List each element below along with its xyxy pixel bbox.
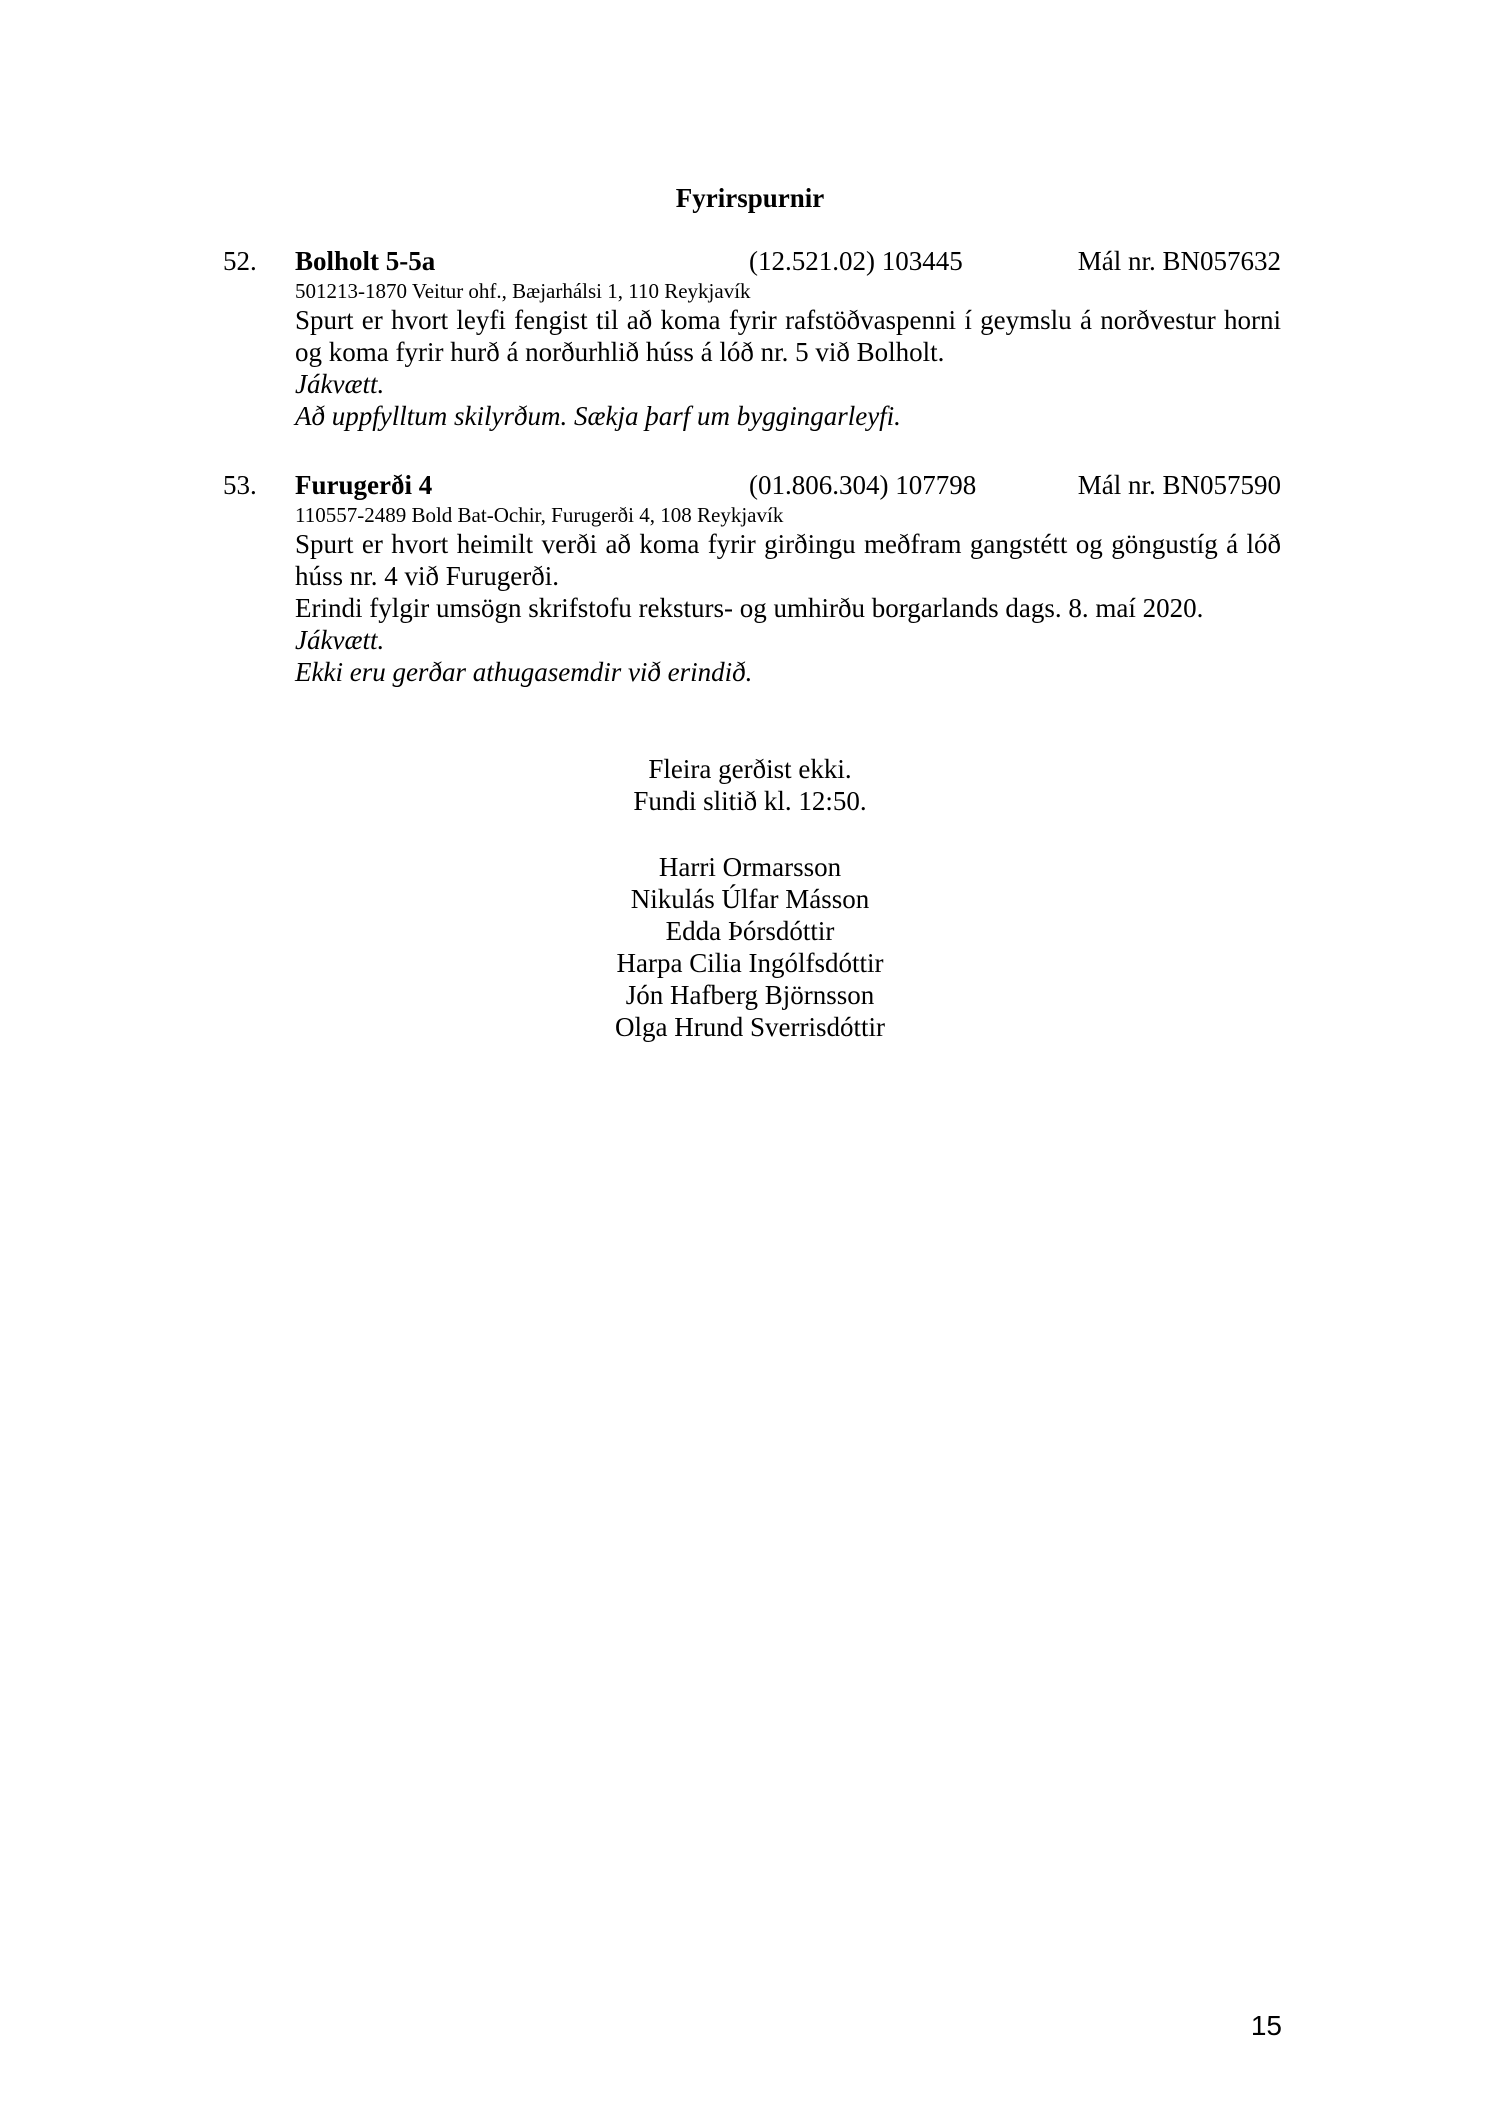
- case-file-number: Mál nr. BN057590: [1077, 470, 1281, 500]
- case-decision: Jákvætt.: [295, 369, 385, 399]
- case-question: Spurt er hvort leyfi fengist til að koma fyrir rafstöðvaspenni í geymslu á norðvestur horni og koma fyrir hurð á norðurhlið húss á lóð nr. 5 við Bolholt.: [295, 305, 1281, 367]
- case-number: 53.: [223, 470, 257, 500]
- case-entry-52: [223, 244, 1281, 432]
- case-question: Spurt er hvort heimilt verði að koma fyrir girðingu meðfram gangstétt og göngustíg á lóð húss nr. 4 við Furugerði.: [295, 529, 1281, 591]
- signatory-name: Harri Ormarsson: [658, 852, 842, 882]
- signatory-name: Harpa Cilia Ingólfsdóttir: [616, 948, 884, 978]
- closing-line: Fundi slitið kl. 12:50.: [633, 786, 867, 816]
- case-entry-53: [223, 468, 1281, 688]
- case-body: [295, 278, 1281, 432]
- case-address: Bolholt 5-5a: [295, 246, 436, 276]
- case-header: [223, 468, 1281, 502]
- signature-list: [0, 851, 1500, 1043]
- case-file-number: Mál nr. BN057632: [1077, 246, 1281, 276]
- case-header: [223, 244, 1281, 278]
- case-condition: Ekki eru gerðar athugasemdir við erindið.: [295, 657, 753, 687]
- land-number: (01.806.304) 107798: [749, 470, 977, 500]
- case-body: [295, 502, 1281, 688]
- case-decision: Jákvætt.: [295, 625, 385, 655]
- signatory-name: Edda Þórsdóttir: [665, 916, 835, 946]
- section-title: Fyrirspurnir: [675, 183, 825, 213]
- closing-line: Fleira gerðist ekki.: [648, 754, 852, 784]
- case-address: Furugerði 4: [295, 470, 433, 500]
- meeting-closing: [0, 753, 1500, 817]
- applicant: 501213-1870 Veitur ohf., Bæjarhálsi 1, 110 Reykjavík: [295, 279, 751, 303]
- signatory-name: Jón Hafberg Björnsson: [625, 980, 875, 1010]
- signatory-name: Olga Hrund Sverrisdóttir: [615, 1012, 885, 1042]
- case-attachment: Erindi fylgir umsögn skrifstofu reksturs- og umhirðu borgarlands dags. 8. maí 2020.: [295, 593, 1204, 623]
- case-number: 52.: [223, 246, 257, 276]
- land-number: (12.521.02) 103445: [749, 246, 963, 276]
- case-condition: Að uppfylltum skilyrðum. Sækja þarf um byggingarleyfi.: [295, 401, 901, 431]
- signatory-name: Nikulás Úlfar Másson: [630, 884, 870, 914]
- page-number: 15: [1250, 2010, 1282, 2041]
- applicant: 110557-2489 Bold Bat-Ochir, Furugerði 4, 108 Reykjavík: [295, 503, 784, 527]
